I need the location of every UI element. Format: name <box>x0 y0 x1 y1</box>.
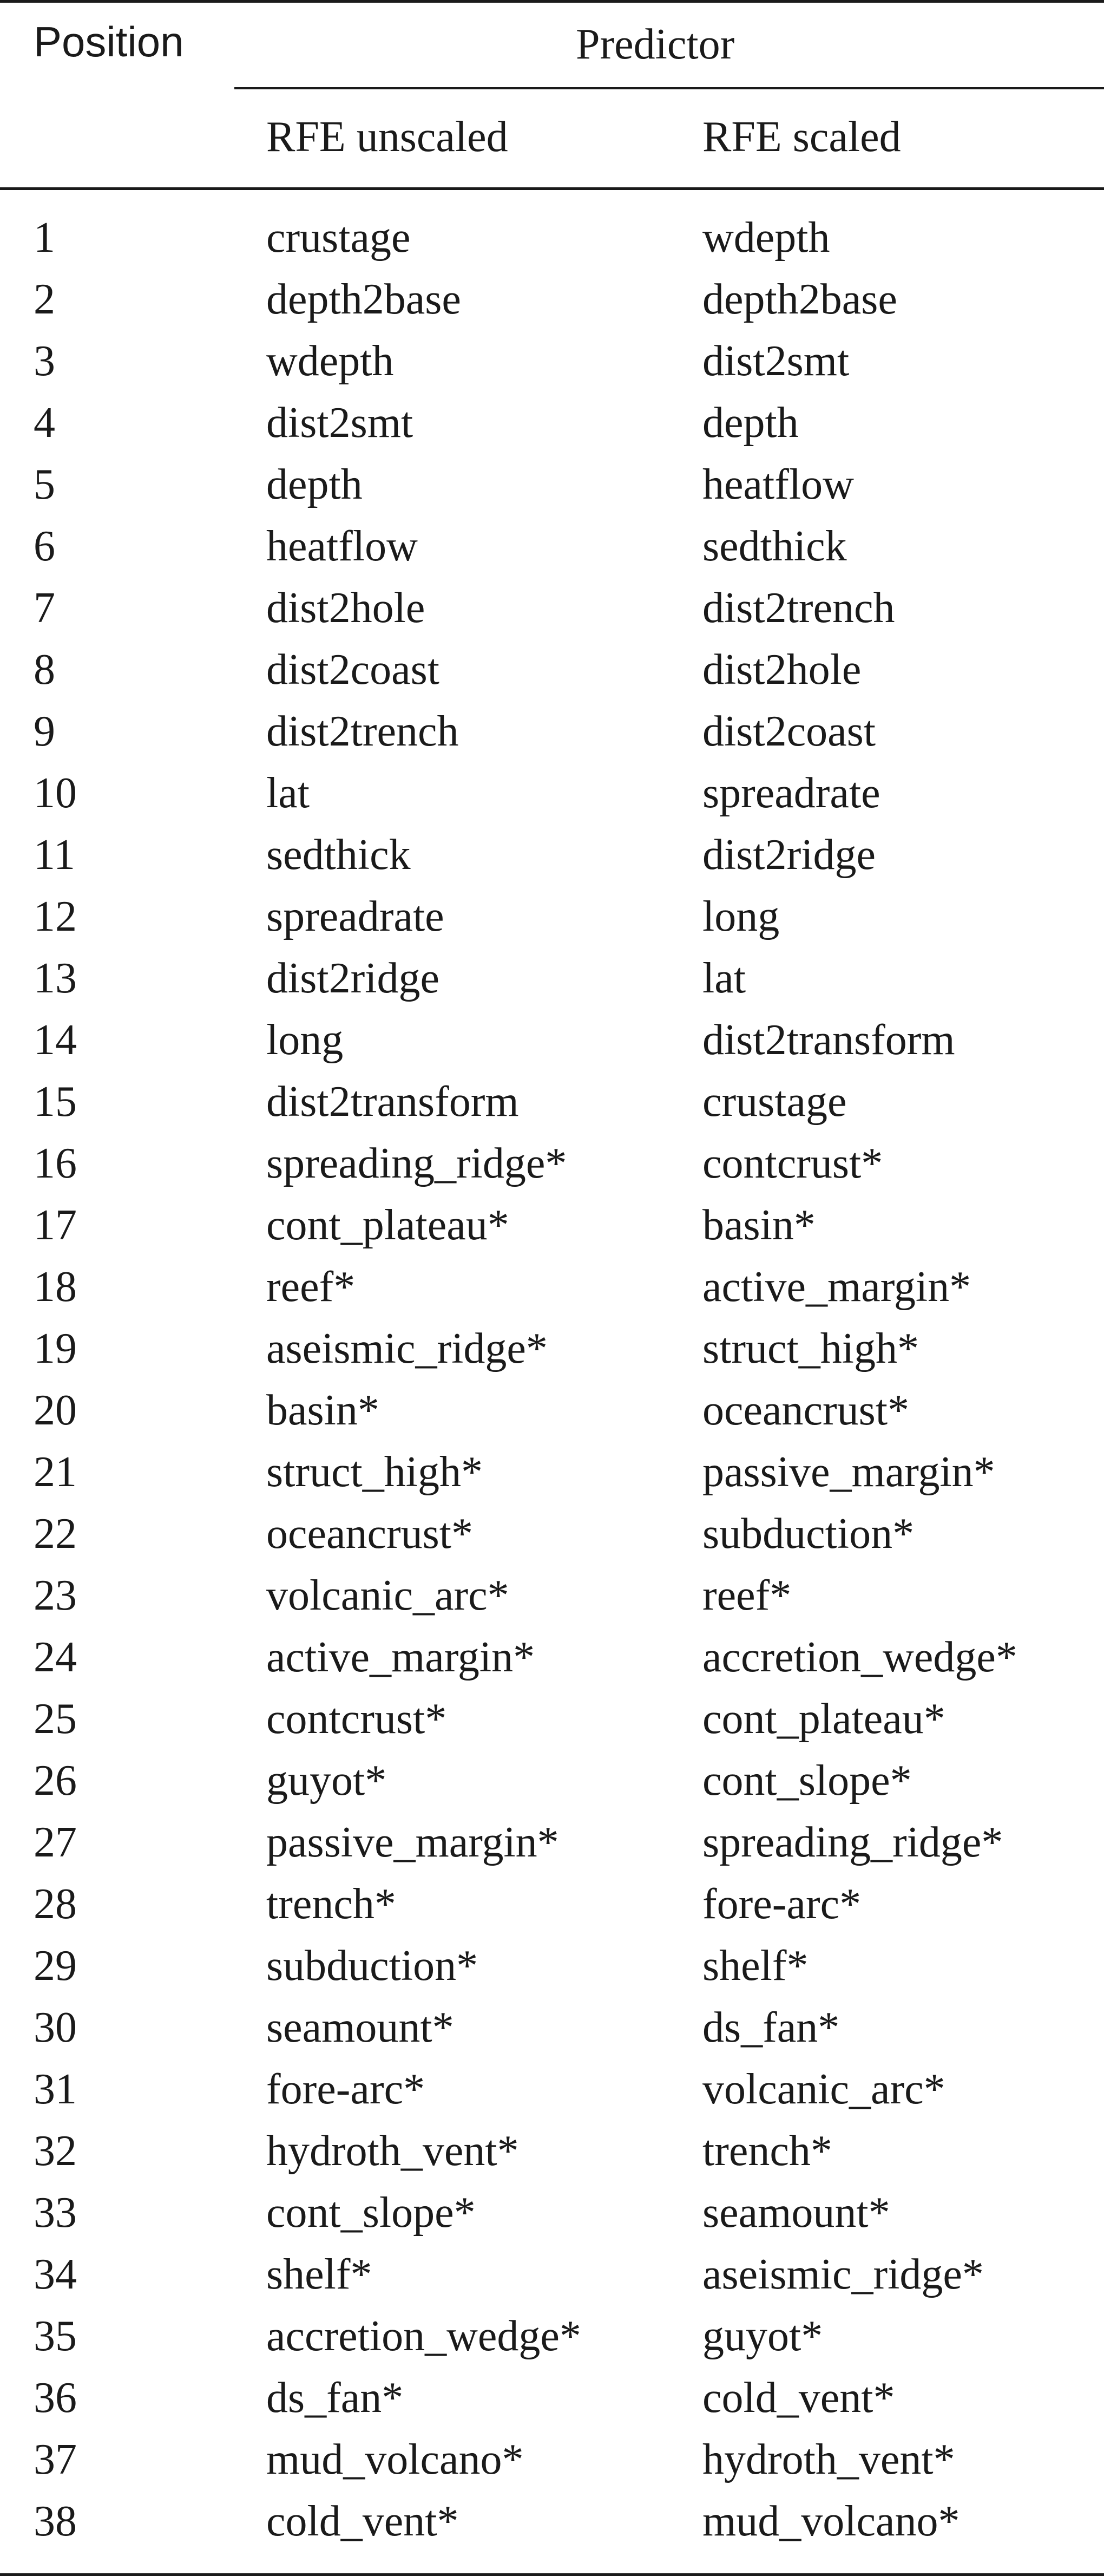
rfe-scaled-cell: passive_margin* <box>702 1448 995 1496</box>
rfe-unscaled-cell: oceancrust* <box>266 1510 474 1558</box>
table-row <box>0 2305 1104 2367</box>
position-cell: 33 <box>34 2189 77 2237</box>
position-cell: 1 <box>34 214 55 261</box>
position-cell: 26 <box>34 1757 77 1804</box>
rfe-unscaled-cell: volcanic_arc* <box>266 1572 509 1619</box>
table-row <box>0 207 1104 269</box>
table-row <box>0 1441 1104 1503</box>
rfe-unscaled-cell: shelf* <box>266 2251 372 2298</box>
rfe-scaled-cell: seamount* <box>702 2189 890 2237</box>
rfe-scaled-cell: guyot* <box>702 2312 823 2360</box>
table-row <box>0 824 1104 886</box>
rfe-unscaled-cell: crustage <box>266 214 411 261</box>
rfe-unscaled-cell: long <box>266 1016 344 1064</box>
rfe-scaled-cell: depth <box>702 399 799 447</box>
rfe-unscaled-cell: dist2smt <box>266 399 413 447</box>
table-row <box>0 639 1104 701</box>
rfe-unscaled-cell: sedthick <box>266 831 411 879</box>
rfe-scaled-cell: wdepth <box>702 214 830 261</box>
rfe-unscaled-cell: passive_margin* <box>266 1819 559 1866</box>
table-bottom-rule <box>0 2573 1104 2576</box>
rfe-unscaled-cell: cold_vent* <box>266 2497 459 2545</box>
rfe-scaled-cell: cont_plateau* <box>702 1695 945 1743</box>
position-cell: 11 <box>34 831 76 879</box>
rfe-unscaled-cell: basin* <box>266 1387 379 1434</box>
position-cell: 22 <box>34 1510 77 1558</box>
table-row <box>0 577 1104 639</box>
rfe-unscaled-cell: accretion_wedge* <box>266 2312 581 2360</box>
rfe-scaled-cell: cont_slope* <box>702 1757 912 1804</box>
rfe-unscaled-cell: lat <box>266 769 310 817</box>
position-cell: 20 <box>34 1387 77 1434</box>
rfe-unscaled-cell: reef* <box>266 1263 356 1311</box>
position-column-header: Position <box>34 18 184 66</box>
rfe-unscaled-cell: aseismic_ridge* <box>266 1325 548 1372</box>
position-cell: 12 <box>34 893 77 940</box>
table-row <box>0 1935 1104 1997</box>
table-row <box>0 330 1104 392</box>
rfe-unscaled-cell: cont_plateau* <box>266 1201 509 1249</box>
position-cell: 16 <box>34 1140 77 1187</box>
table-row <box>0 2490 1104 2552</box>
table-row <box>0 454 1104 515</box>
table-row <box>0 2058 1104 2120</box>
rfe-unscaled-cell: wdepth <box>266 337 394 385</box>
rfe-scaled-cell: mud_volcano* <box>702 2497 960 2545</box>
table-row <box>0 2244 1104 2305</box>
rfe-scaled-cell: contcrust* <box>702 1140 883 1187</box>
position-cell: 7 <box>34 584 55 632</box>
rfe-unscaled-cell: dist2trench <box>266 708 459 755</box>
rfe-scaled-cell: dist2coast <box>702 708 876 755</box>
table-row <box>0 2367 1104 2429</box>
table-row <box>0 1379 1104 1441</box>
position-cell: 25 <box>34 1695 77 1743</box>
table-row <box>0 1565 1104 1626</box>
rfe-scaled-cell: reef* <box>702 1572 792 1619</box>
rfe-scaled-cell: struct_high* <box>702 1325 919 1372</box>
rfe-scaled-cell: lat <box>702 954 746 1002</box>
rfe-scaled-cell: sedthick <box>702 522 847 570</box>
position-cell: 8 <box>34 646 55 694</box>
position-cell: 3 <box>34 337 55 385</box>
rfe-unscaled-cell: fore-arc* <box>266 2065 425 2113</box>
position-cell: 5 <box>34 461 55 508</box>
rfe-scaled-cell: crustage <box>702 1078 847 1126</box>
position-cell: 24 <box>34 1633 77 1681</box>
table-top-rule <box>0 0 1104 3</box>
rfe-scaled-cell: active_margin* <box>702 1263 971 1311</box>
position-cell: 35 <box>34 2312 77 2360</box>
rfe-scaled-cell: basin* <box>702 1201 816 1249</box>
position-cell: 18 <box>34 1263 77 1311</box>
rfe-unscaled-cell: active_margin* <box>266 1633 535 1681</box>
position-cell: 10 <box>34 769 77 817</box>
table-row <box>0 2120 1104 2182</box>
rfe-scaled-cell: accretion_wedge* <box>702 1633 1017 1681</box>
table-row <box>0 1194 1104 1256</box>
rfe-scaled-column-header: RFE scaled <box>702 113 901 161</box>
rfe-unscaled-cell: spreadrate <box>266 893 444 940</box>
position-cell: 31 <box>34 2065 77 2113</box>
table-row <box>0 1318 1104 1379</box>
position-cell: 13 <box>34 954 77 1002</box>
rfe-unscaled-cell: ds_fan* <box>266 2374 404 2422</box>
rfe-unscaled-cell: seamount* <box>266 2004 454 2051</box>
rfe-unscaled-cell: hydroth_vent* <box>266 2127 519 2175</box>
rfe-scaled-cell: dist2smt <box>702 337 850 385</box>
rfe-scaled-cell: cold_vent* <box>702 2374 895 2422</box>
position-cell: 27 <box>34 1819 77 1866</box>
rfe-scaled-cell: ds_fan* <box>702 2004 840 2051</box>
table-row <box>0 1133 1104 1194</box>
rfe-scaled-cell: long <box>702 893 780 940</box>
rfe-scaled-cell: dist2ridge <box>702 831 876 879</box>
position-cell: 23 <box>34 1572 77 1619</box>
rfe-unscaled-cell: heatflow <box>266 522 418 570</box>
table-row <box>0 269 1104 330</box>
rfe-scaled-cell: subduction* <box>702 1510 915 1558</box>
rfe-scaled-cell: trench* <box>702 2127 832 2175</box>
rfe-unscaled-cell: subduction* <box>266 1942 478 1990</box>
table-row <box>0 1009 1104 1071</box>
table-row <box>0 1997 1104 2058</box>
rfe-unscaled-cell: spreading_ridge* <box>266 1140 567 1187</box>
position-cell: 4 <box>34 399 55 447</box>
position-cell: 2 <box>34 276 55 323</box>
rfe-scaled-cell: dist2hole <box>702 646 862 694</box>
position-cell: 28 <box>34 1880 77 1928</box>
predictor-group-rule <box>234 87 1104 89</box>
table-row <box>0 1626 1104 1688</box>
position-cell: 32 <box>34 2127 77 2175</box>
table-row <box>0 2429 1104 2490</box>
rfe-unscaled-column-header: RFE unscaled <box>266 113 508 161</box>
table-row <box>0 1873 1104 1935</box>
rfe-scaled-cell: dist2trench <box>702 584 895 632</box>
rfe-unscaled-cell: cont_slope* <box>266 2189 476 2237</box>
position-cell: 17 <box>34 1201 77 1249</box>
rfe-unscaled-cell: struct_high* <box>266 1448 483 1496</box>
rfe-unscaled-cell: depth <box>266 461 363 508</box>
predictor-group-header: Predictor <box>576 21 735 68</box>
rfe-unscaled-cell: dist2ridge <box>266 954 439 1002</box>
rfe-scaled-cell: fore-arc* <box>702 1880 862 1928</box>
position-cell: 34 <box>34 2251 77 2298</box>
table-row <box>0 1812 1104 1873</box>
position-cell: 6 <box>34 522 55 570</box>
position-cell: 15 <box>34 1078 77 1126</box>
rfe-scaled-cell: dist2transform <box>702 1016 955 1064</box>
rfe-scaled-cell: spreading_ridge* <box>702 1819 1003 1866</box>
rfe-unscaled-cell: guyot* <box>266 1757 387 1804</box>
rfe-unscaled-cell: depth2base <box>266 276 461 323</box>
table-row <box>0 762 1104 824</box>
table-row <box>0 947 1104 1009</box>
position-cell: 14 <box>34 1016 77 1064</box>
table-row <box>0 2182 1104 2244</box>
table-row <box>0 886 1104 947</box>
position-cell: 9 <box>34 708 55 755</box>
position-cell: 38 <box>34 2497 77 2545</box>
table-header-rule <box>0 187 1104 190</box>
rfe-scaled-cell: oceancrust* <box>702 1387 910 1434</box>
rfe-scaled-cell: depth2base <box>702 276 897 323</box>
position-cell: 36 <box>34 2374 77 2422</box>
position-cell: 37 <box>34 2436 77 2483</box>
table-row <box>0 1256 1104 1318</box>
rfe-unscaled-cell: contcrust* <box>266 1695 447 1743</box>
rfe-unscaled-cell: trench* <box>266 1880 396 1928</box>
rfe-scaled-cell: hydroth_vent* <box>702 2436 955 2483</box>
position-cell: 19 <box>34 1325 77 1372</box>
rfe-scaled-cell: volcanic_arc* <box>702 2065 945 2113</box>
table-row <box>0 392 1104 454</box>
table-row <box>0 701 1104 762</box>
table-row <box>0 1688 1104 1750</box>
rfe-scaled-cell: heatflow <box>702 461 854 508</box>
position-cell: 30 <box>34 2004 77 2051</box>
rfe-unscaled-cell: dist2transform <box>266 1078 519 1126</box>
position-cell: 21 <box>34 1448 77 1496</box>
position-cell: 29 <box>34 1942 77 1990</box>
table-row <box>0 1750 1104 1812</box>
table-row <box>0 515 1104 577</box>
table-row <box>0 1071 1104 1133</box>
rfe-unscaled-cell: dist2coast <box>266 646 439 694</box>
table-row <box>0 1503 1104 1565</box>
rfe-scaled-cell: shelf* <box>702 1942 809 1990</box>
rfe-scaled-cell: aseismic_ridge* <box>702 2251 984 2298</box>
rfe-unscaled-cell: dist2hole <box>266 584 425 632</box>
rfe-unscaled-cell: mud_volcano* <box>266 2436 524 2483</box>
rfe-scaled-cell: spreadrate <box>702 769 880 817</box>
